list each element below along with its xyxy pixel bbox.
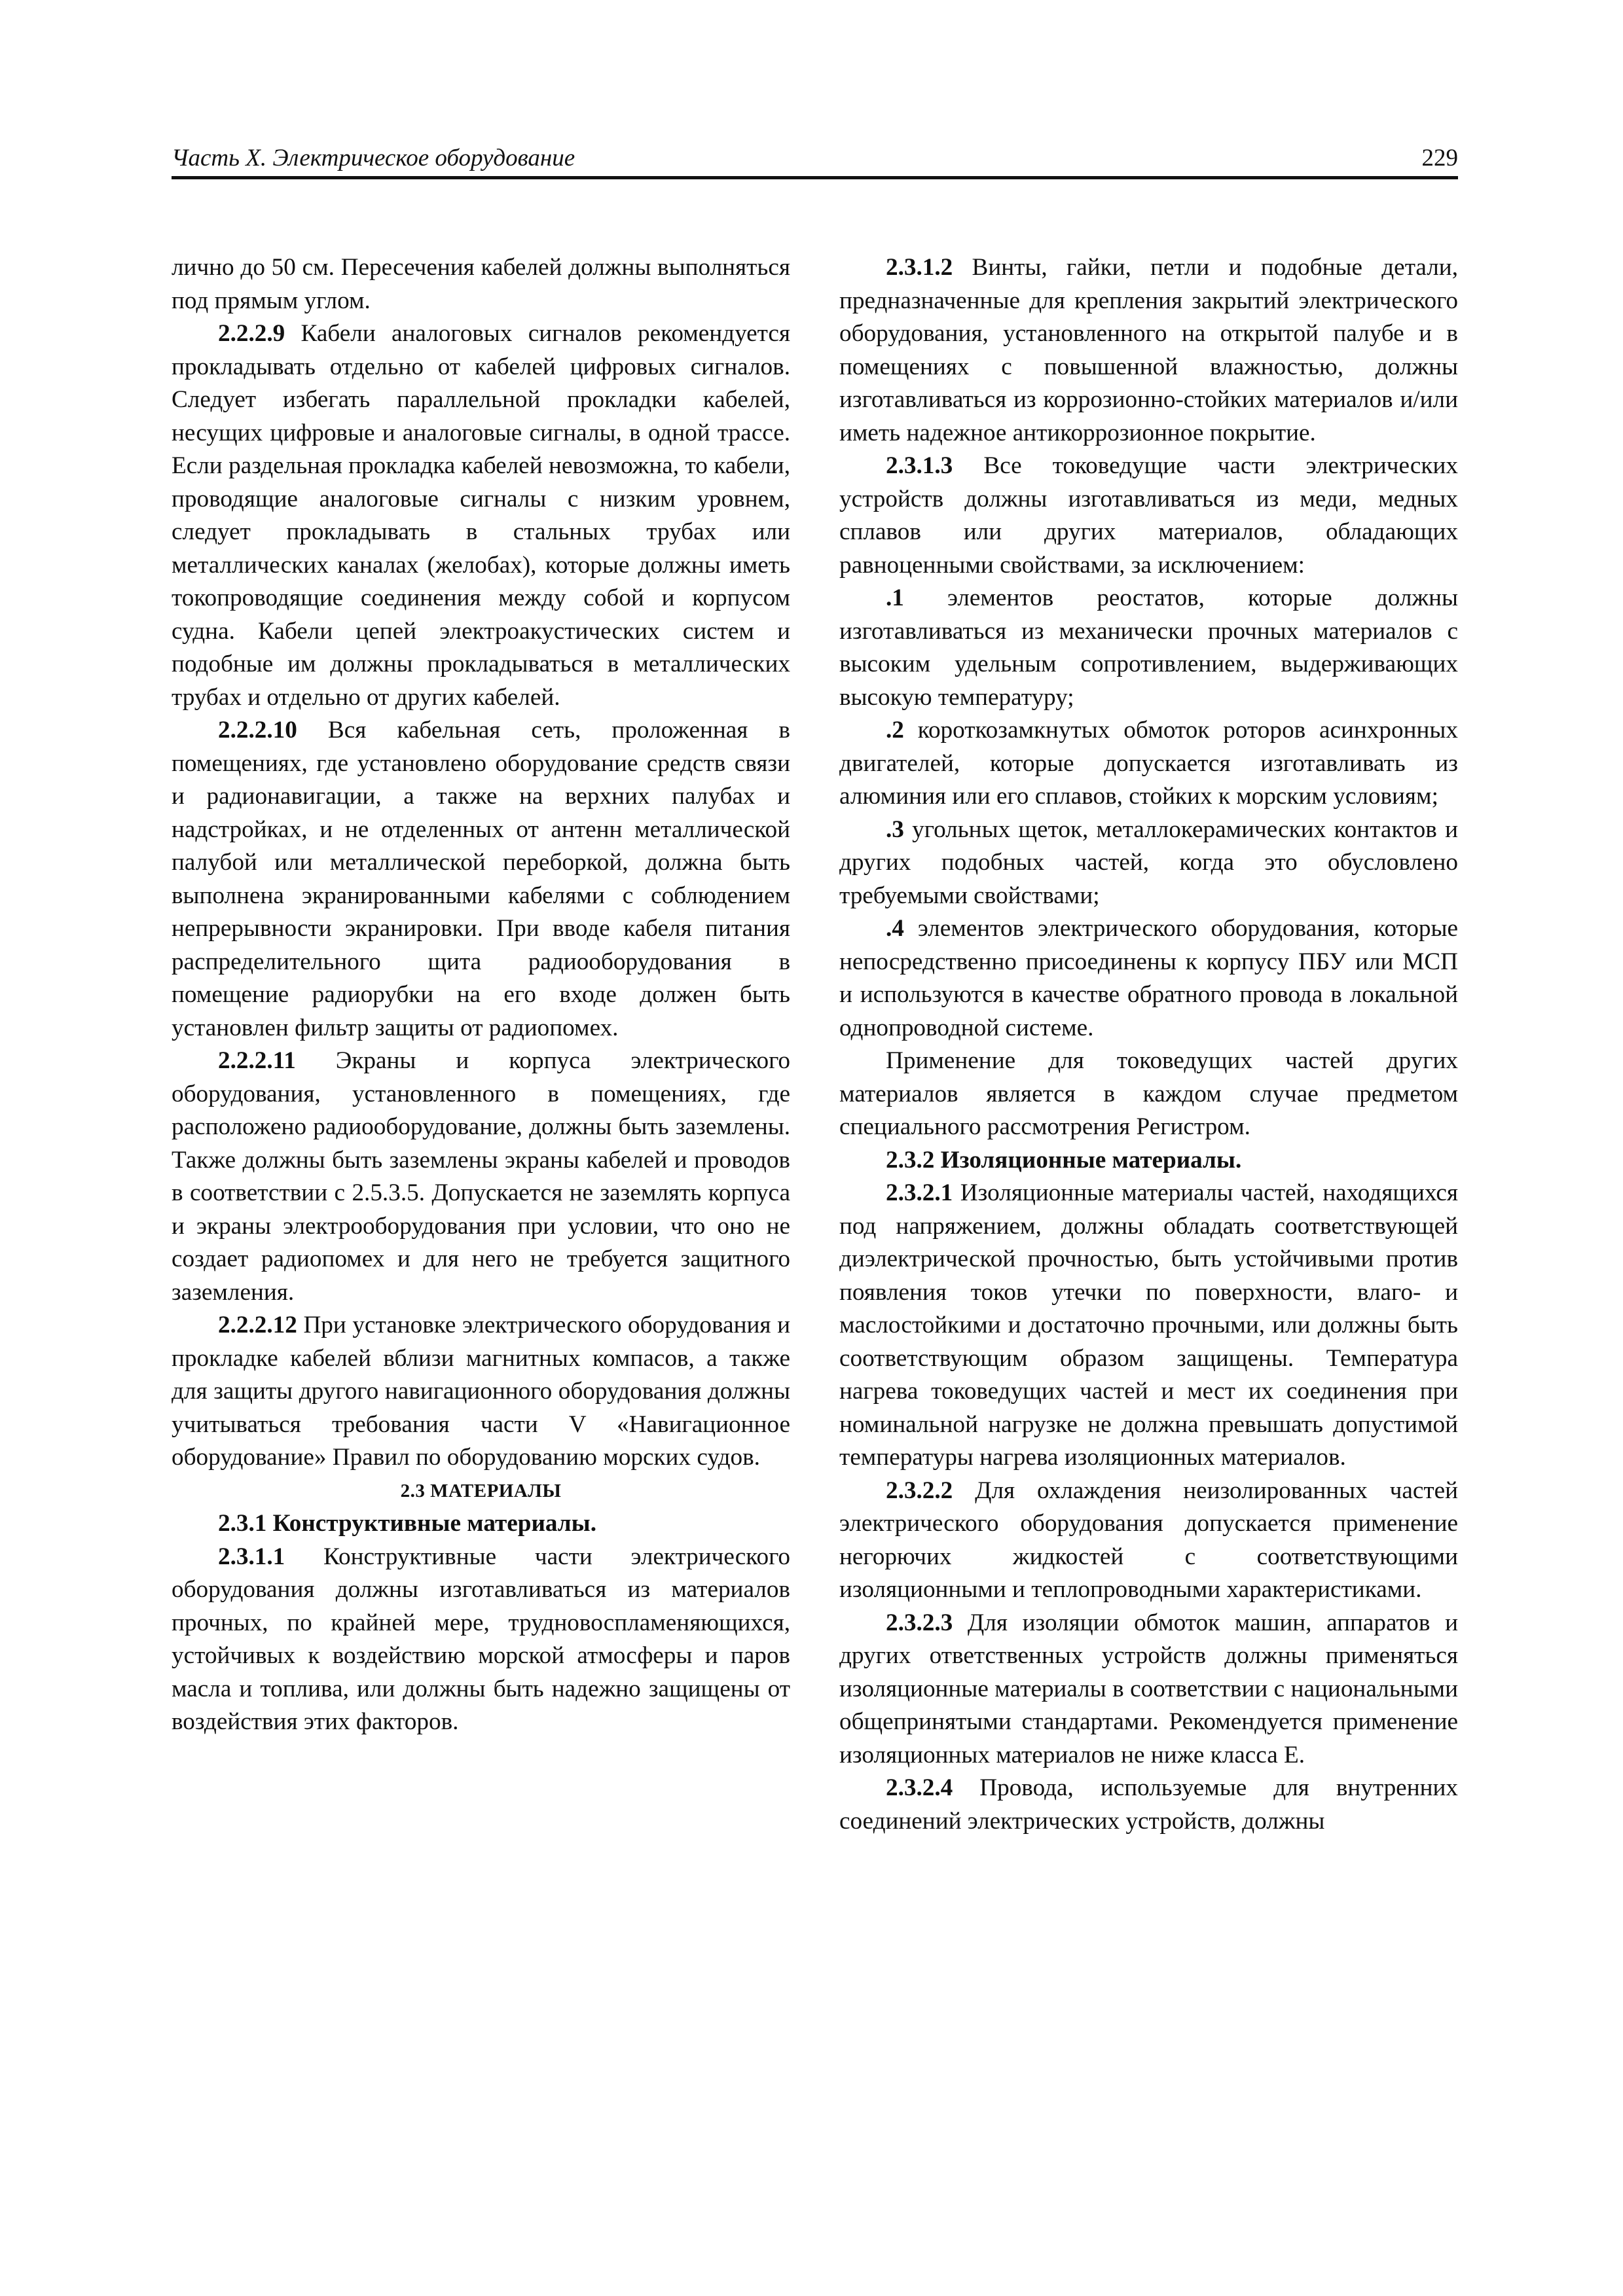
paragraph: Применение для токоведущих частей других материалов является в каждом случае предметом специального рассмотрения Регистром. [839,1047,1458,1140]
clause-number: 2.2.2.10 [218,717,297,744]
subsection-heading: 2.3.1 Конструктивные материалы. [218,1510,596,1537]
paragraph-2-3-1-3: 2.3.1.3 Все токоведущие части электрических устройств должны изготавливаться из меди, медных сплавов или других материалов, обладающих равноценными свойствами, за исключением: [839,452,1458,579]
paragraph-2-3-1-1: 2.3.1.1 Конструктивные части электрического оборудования должны изготавливаться из материалов прочных, по крайней мере, трудновоспламеняющихся, устойчивых к воздействию морской атмосферы и паров масла и топлива, или должны быть надежно защищены от воздействия этих факторов. [172,1543,790,1735]
clause-number: 2.2.2.11 [218,1047,296,1074]
paragraph-2-3-1-2: 2.3.1.2 Винты, гайки, петли и подобные детали, предназначенные для крепления закрытий электрического оборудования, установленного на открытой палубе и в помещениях с повышенной влажностью, должны изготавливаться из коррозионно-стойких материалов и/или иметь надежное антикоррозионное покрытие. [839,254,1458,446]
paragraph-2-3-2-4: 2.3.2.4 Провода, используемые для внутренних соединений электрических устройств, должны [839,1774,1458,1835]
paragraph-2-2-2-10: 2.2.2.10 Вся кабельная сеть, проложенная в помещениях, где установлено оборудование средств связи и радионавигации, а также на верхних палубах и надстройках, и не отделенных от антенн металлической палубой или металлической переборкой, должна быть выполнена экранированными кабелями с соблюдением непрерывности экранировки. При вводе кабеля питания распределительного щита радиооборудования в помещение радиорубки на его входе должен быть установлен фильтр защиты от радиопомех. [172,717,790,1041]
header-title: Часть X. Электрическое оборудование [172,145,575,171]
page-number: 229 [1421,145,1458,171]
clause-number: 2.3.2.4 [886,1774,953,1801]
item-number: .2 [886,717,904,744]
paragraph: лично до 50 см. Пересечения кабелей должны выполняться под прямым углом. [172,254,790,314]
clause-number: 2.3.1.2 [886,254,953,281]
list-item-3: .3 угольных щеток, металлокерамических контактов и других подобных частей, когда это обусловлено требуемыми свойствами; [839,816,1458,909]
subsection-heading: 2.3.2 Изоляционные материалы. [886,1146,1242,1174]
right-column [839,251,1458,1838]
paragraph-2-3-2-2: 2.3.2.2 Для охлаждения неизолированных частей электрического оборудования допускается применение негорючих жидкостей с соответствующими изоляционными и теплопроводными характеристиками. [839,1477,1458,1603]
left-column [172,251,790,1739]
paragraph-2-3-2-3: 2.3.2.3 Для изоляции обмоток машин, аппаратов и других ответственных устройств должны применяться изоляционные материалы в соответствии с национальными общепринятыми стандартами. Рекомендуется применение изоляционных материалов не ниже класса Е. [839,1609,1458,1768]
clause-number: 2.3.2.2 [886,1477,953,1504]
item-number: .1 [886,584,904,611]
clause-number: 2.3.1.3 [886,452,953,479]
running-header [172,144,1458,179]
list-item-2: .2 короткозамкнутых обмоток роторов асинхронных двигателей, которые допускается изготавливать из алюминия или его сплавов, стойких к морским условиям; [839,717,1458,810]
section-title: 2.3 МАТЕРИАЛЫ [400,1480,562,1501]
item-number: .4 [886,915,904,942]
list-item-4: .4 элементов электрического оборудования, которые непосредственно присоединены к корпусу ПБУ или МСП и используются в качестве обратного провода в локальной однопроводной системе. [839,915,1458,1041]
paragraph-2-2-2-12: 2.2.2.12 При установке электрического оборудования и прокладке кабелей вблизи магнитных компасов, а также для защиты другого навигационного оборудования должны учитываться требования части V «Навигационное оборудование» Правил по оборудованию морских судов. [172,1312,790,1471]
item-number: .3 [886,816,904,843]
paragraph-2-2-2-11: 2.2.2.11 Экраны и корпуса электрического оборудования, установленного в помещениях, где расположено радиооборудование, должны быть заземлены. Также должны быть заземлены экраны кабелей и проводов в соответствии с 2.5.3.5. Допускается не заземлять корпуса и экраны электрооборудования при условии, что оно не создает радиопомех и для него не требуется защитного заземления. [172,1047,790,1306]
paragraph-2-3-2-1: 2.3.2.1 Изоляционные материалы частей, находящихся под напряжением, должны обладать соответствующей диэлектрической прочностью, быть устойчивыми против появления токов утечки по поверхности, влаго- и маслостойкими и достаточно прочными, или должны быть соответствующим образом защищены. Температура нагрева токоведущих частей и мест их соединения при номинальной нагрузке не должна превышать допустимой температуры нагрева изоляционных материалов. [839,1179,1458,1471]
list-item-1: .1 элементов реостатов, которые должны изготавливаться из механически прочных материалов с высоким удельным сопротивлением, выдерживающих высокую температуру; [839,584,1458,711]
clause-number: 2.2.2.12 [218,1312,297,1338]
clause-number: 2.2.2.9 [218,320,285,347]
clause-number: 2.3.2.3 [886,1609,953,1636]
paragraph-2-2-2-9: 2.2.2.9 Кабели аналоговых сигналов рекомендуется прокладывать отдельно от кабелей цифровых сигналов. Следует избегать параллельной прокладки кабелей, несущих цифровые и аналоговые сигналы, в одной трассе. Если раздельная прокладка кабелей невозможна, то кабели, проводящие аналоговые сигналы с низким уровнем, следует прокладывать в стальных трубах или металлических каналах (желобах), которые должны иметь токопроводящие соединения между собой и корпусом судна. Кабели цепей электроакустических систем и подобные им должны прокладываться в металлических трубах и отдельно от других кабелей. [172,320,790,711]
clause-number: 2.3.2.1 [886,1179,953,1206]
clause-number: 2.3.1.1 [218,1543,285,1570]
